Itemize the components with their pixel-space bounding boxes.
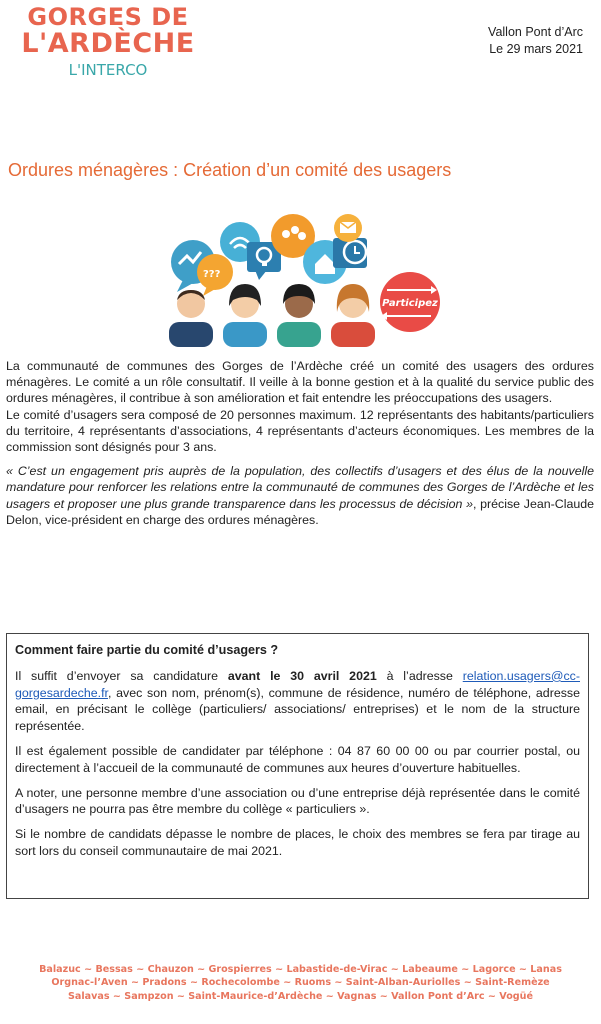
question-bubble-text: ??? <box>203 269 221 280</box>
paragraph: A noter, une personne membre d’une association ou d’une entreprise déjà représentée dans le comité d’usagers ne pourra pas être membre du collège « particuliers ». <box>15 785 580 817</box>
box-heading: Comment faire partie du comité d’usagers ? <box>15 643 279 657</box>
paragraph: Si le nombre de candidats dépasse le nombre de places, le choix des membres se fera par tirage au sort lors du conseil communautaire de mai 2021. <box>15 827 580 858</box>
speech-bubbles-icon <box>171 214 367 296</box>
logo-line-2: L'ARDÈCHE <box>21 28 195 59</box>
footer-communes <box>0 963 601 1003</box>
quote-attribution: , précise Jean-Claude Delon, vice-président en charge des ordures ménagères. <box>6 496 595 527</box>
paragraph: Il est également possible de candidater par téléphone : 04 87 60 00 00 ou par courrier postal, ou directement à l’accueil de la communauté de communes aux heures d’ouverture habituelles. <box>15 743 580 775</box>
people-icon <box>169 284 375 347</box>
footer-line: Orgnac-l’Aven ~ Pradons ~ Rochecolombe ~ Ruoms ~ Saint-Alban-Auriolles ~ Saint-Remèze <box>51 977 550 989</box>
place-date <box>488 24 583 58</box>
paragraph <box>15 668 580 735</box>
footer-line: Balazuc ~ Bessas ~ Chauzon ~ Grospierres ~ Labastide-de-Virac ~ Labeaume ~ Lagorce ~ Lanas <box>39 964 562 975</box>
logo-line-1: GORGES DE <box>27 3 189 31</box>
quote-text: « C’est un engagement pris auprès de la population, des collectifs d’usagers et des élus de la nouvelle mandature pour renforcer les relations entre la communauté de communes des Gorges de l’Ardèche et les usagers et proposer une plus grande transparence dans les processus de décision » <box>6 464 594 511</box>
participez-badge-text: Participez <box>382 298 438 309</box>
logo <box>18 4 198 80</box>
quote-paragraph <box>6 463 594 528</box>
email-link[interactable]: relation.usagers@cc-gorgesardeche.fr <box>15 668 580 700</box>
text-span: , avec son nom, prénom(s), commune de résidence, numéro de téléphone, adresse email, en précisant le collège (particuliers/ associations/ entreprises) et le nom de la structure représentée. <box>15 685 580 734</box>
paragraph: Le comité d’usagers sera composé de 20 personnes maximum. 12 représentants des habitants/particuliers du territoire, 4 représentants d’associations, 4 représentants d’acteurs économiques. Les membres de la commission sont désignés pour 3 ans. <box>6 407 594 455</box>
text-span: Il suffit d’envoyer sa candidature <box>15 668 228 683</box>
logo-line-3: L'INTERCO <box>68 61 148 79</box>
application-info-box <box>6 633 589 899</box>
article-body <box>6 358 594 528</box>
participation-illustration <box>155 212 445 347</box>
paragraph: La communauté de communes des Gorges de l’Ardèche créé un comité des usagers des ordures ménagères. Le comité a un rôle consultatif. Il veille à la bonne gestion et à la qualité du service public des ordures ménagères, il contribue à son amélioration et fait entendre les préoccupations des usagers. <box>6 359 594 406</box>
participez-badge <box>380 272 440 332</box>
date: Le 29 mars 2021 <box>489 42 583 56</box>
page-title: Ordures ménagères : Création d’un comité des usagers <box>8 160 452 180</box>
place: Vallon Pont d’Arc <box>488 25 583 39</box>
text-span: à l’adresse <box>376 668 463 683</box>
footer-line: Salavas ~ Sampzon ~ Saint-Maurice-d’Ardèche ~ Vagnas ~ Vallon Pont d’Arc ~ Vogüé <box>67 990 533 1002</box>
deadline: avant le 30 avril 2021 <box>227 668 377 683</box>
question-bubble-icon <box>203 269 221 280</box>
